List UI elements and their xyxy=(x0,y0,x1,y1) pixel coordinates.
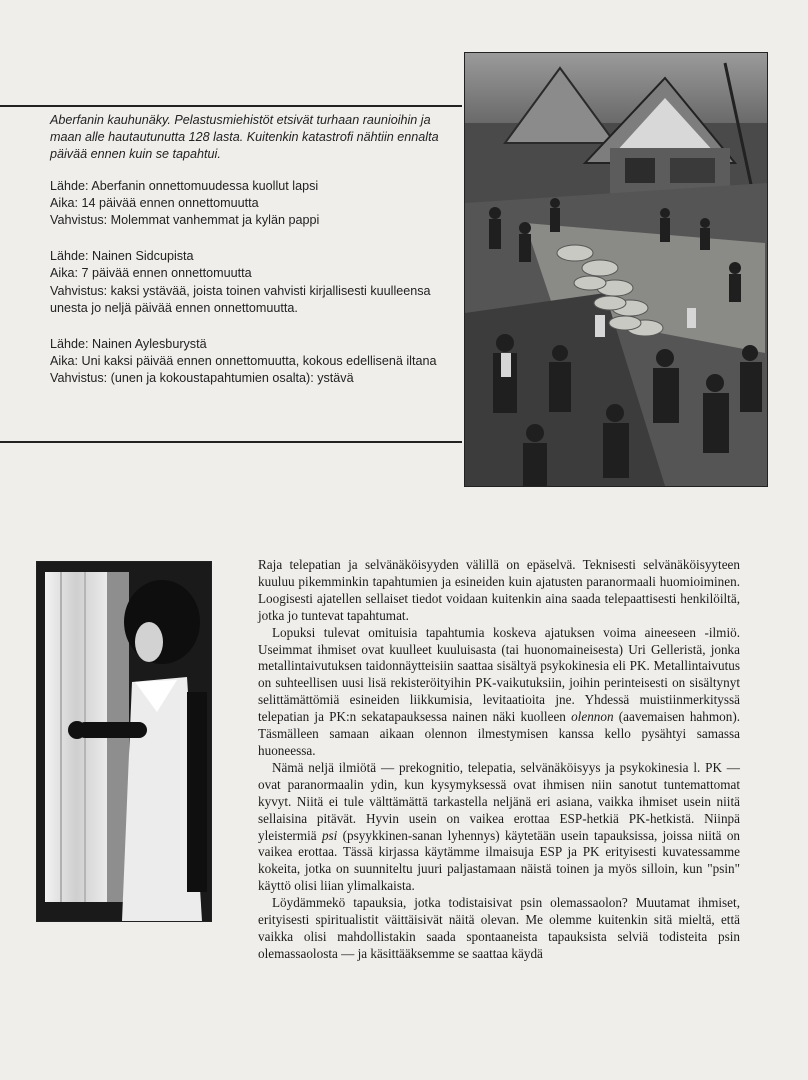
article-paragraph: Nämä neljä ilmiötä — prekognitio, telepatia, selvänäköisyys ja psykokinesia l. PK — ovat paranormaalin ydin, kun kysymyksessä ovat ihmisen niin sanotut tuntemattomat kyvyt. Niitä ei tule välttämättä tarkastella neljänä eri asiana, vaikka ihmiset usein niitä sellaisina pitävät. Hyvin usein on vaikea erottaa ESP-hetkiä PK-hetkistä. Niinpä yleistermiä psi (psyykkinen-sanan lyhennys) käytetään usein tapauksissa, joissa niitä on vaikea erottaa. Tässä kirjassa käytämme ilmaisuja ESP ja PK erityisesti kuvatessamme kokeita, jotka on suunniteltu juuri paljastamaan näistä toinen ja myös silloin, kun "psin" käyttö olisi liian ylimalkaista. xyxy=(258,759,741,894)
confirmation-value: Molemmat vanhemmat ja kylän pappi xyxy=(110,213,320,228)
article-paragraph: Raja telepatian ja selvänäköisyyden välillä on epäselvä. Teknisesti selvänäköisyyteen kuuluu pikemminkin tapahtumien ja esineiden kuin ajatusten paranormaali huomioiminen. Loogisesti ajatellen sellaiset tiedot voidaan kuitenkin aina saada telepaattisesti henkilöiltä, jotka jo tuntevat tapahtumat. xyxy=(258,557,740,623)
testimony-entry xyxy=(50,178,455,230)
source-label: Lähde: xyxy=(50,249,89,264)
time-label: Aika: xyxy=(50,354,78,369)
confirmation-label: Vahvistus: xyxy=(50,283,108,298)
confirmation-value: (unen ja kokoustapahtumien osalta): ystävä xyxy=(110,371,354,386)
woman-at-window-photo xyxy=(36,561,212,922)
bottom-rule xyxy=(0,441,462,443)
time-value: 7 päivää ennen onnettomuutta xyxy=(81,266,252,281)
time-value: Uni kaksi päivää ennen onnettomuutta, kokous edellisenä iltana xyxy=(81,354,437,369)
testimony-entry xyxy=(50,336,455,388)
source-value: Aberfanin onnettomuudessa kuollut lapsi xyxy=(91,178,319,193)
photo-caption: Aberfanin kauhunäky. Pelastusmiehistöt etsivät turhaan raunioihin ja maan alle hautautunutta 128 lasta. Kuitenkin katastrofi nähtiin ennalta päivää ennen kuin se tapahtui. xyxy=(50,113,439,162)
top-rule xyxy=(0,105,462,107)
source-label: Lähde: xyxy=(50,178,89,193)
article-paragraph: Löydämmekö tapauksia, jotka todistaisivat psin olemassaolon? Muutamat ihmiset, erityisesti spiritualistit väittäisivät näitä olevan. Me olemme kuitenkin sitä mieltä, että vaikka olisi mahdollistakin saada spontaaneista tapauksista selviä todisteita psin olemassaolosta — ja käsittääksemme se saattaa käydä xyxy=(258,895,740,961)
testimony-entry xyxy=(50,248,455,317)
article-paragraph: Lopuksi tulevat omituisia tapahtumia koskeva ajatuksen voima aineeseen -ilmiö. Useimmat ihmiset ovat kuulleet kuuluisasta (tai huonomaineisesta) Uri Gelleristä, jonka metallintaivutuksen taidonnäytteisiin saattaa sisältyä psykokinesia eli PK. Metallintaivutus on suhteellisen uusi lisä rekisteröityihin PK-vaikutuksiin, joihin perinteisesti on sisältynyt selittämättömiä esineiden liikkumisia, levitaatioita jne. Yhdessä muistiinmerkityssä telepatian ja PK:n sekatapauksessa nainen näki kuolleen olennon (aavemaisen hahmon). Täsmälleen samaan aikaan olennon ilmestymisen kanssa kello pysähtyi samassa huoneessa. xyxy=(258,624,741,758)
disaster-photo xyxy=(464,52,768,487)
source-label: Lähde: xyxy=(50,337,89,352)
confirmation-label: Vahvistus: xyxy=(50,371,108,386)
confirmation-label: Vahvistus: xyxy=(50,213,108,228)
source-value: Nainen Aylesburystä xyxy=(92,337,207,352)
confirmation-value: kaksi ystävää, joista toinen vahvisti kirjallisesti kuulleensa unesta jo neljä päivää ennen onnettomuutta. xyxy=(50,283,431,315)
article-body xyxy=(258,557,740,963)
time-label: Aika: xyxy=(50,195,78,210)
time-value: 14 päivää ennen onnettomuutta xyxy=(81,195,259,210)
time-label: Aika: xyxy=(50,266,78,281)
sidebar-box xyxy=(50,112,455,407)
source-value: Nainen Sidcupista xyxy=(92,249,194,264)
